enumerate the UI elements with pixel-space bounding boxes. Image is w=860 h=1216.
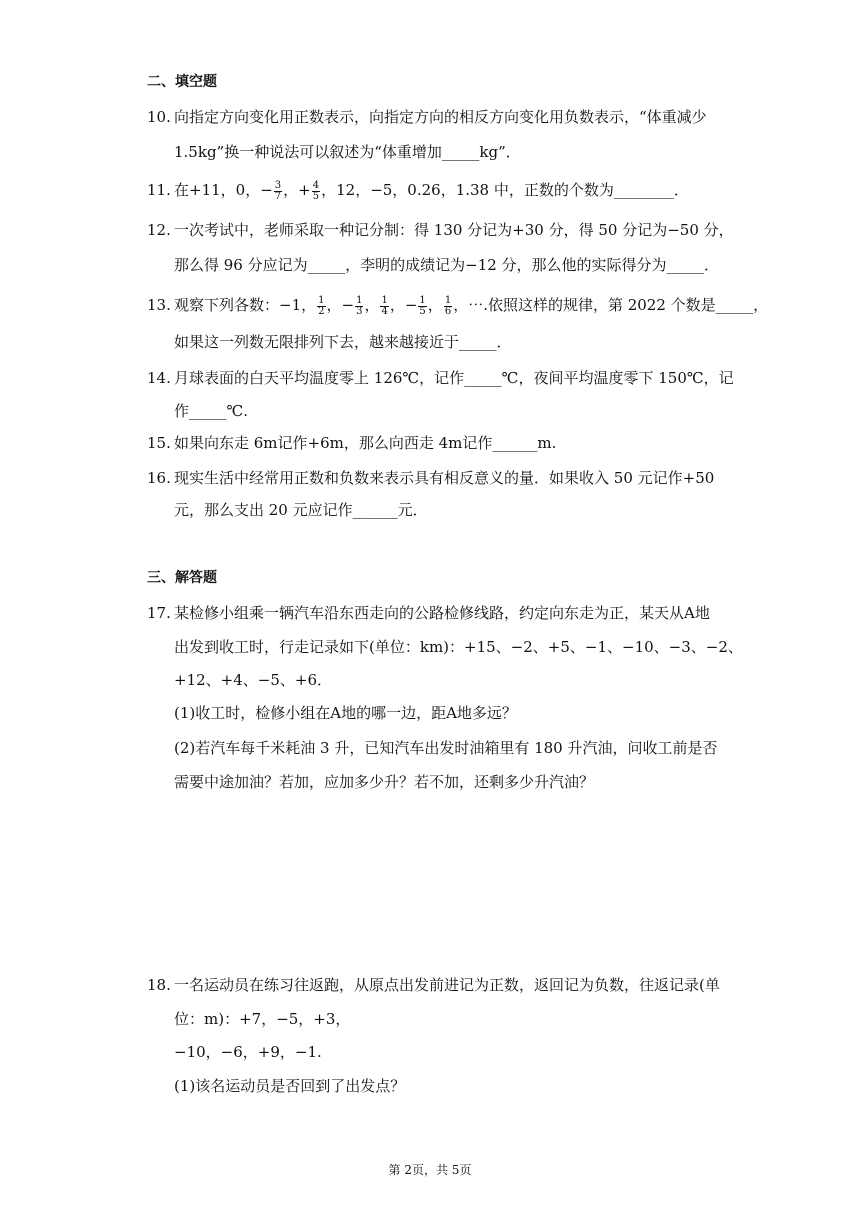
question-text: 向指定方向变化用正数表示，向指定方向的相反方向变化用负数表示，“体重减少 xyxy=(174,108,707,126)
question-text: 现实生活中经常用正数和负数来表示具有相反意义的量．如果收入 50 元记作+50 xyxy=(174,469,715,487)
fraction-denominator: 3 xyxy=(356,305,363,317)
fraction xyxy=(317,296,325,317)
question-text: 一名运动员在练习往返跑，从原点出发前进记为正数，返回记为负数，往返记录(单 xyxy=(174,976,720,994)
question-text xyxy=(174,295,768,317)
question-number: 12. xyxy=(147,221,171,239)
question-text: 如果向东走 6m记作+6m，那么向西走 4m记作______m. xyxy=(174,434,557,452)
question-text: +12、+4、−5、+6． xyxy=(174,671,332,689)
fraction xyxy=(355,296,363,317)
fraction xyxy=(444,296,452,317)
question-text: 月球表面的白天平均温度零上 126℃，记作_____℃，夜间平均温度零下 150℃，记 xyxy=(174,369,734,387)
text-run: ，− xyxy=(389,296,418,314)
question-text: 一次考试中，老师采取一种记分制：得 130 分记为+30 分，得 50 分记为−50 分， xyxy=(174,221,734,239)
text-run: ， xyxy=(427,296,443,314)
fraction-numerator: 4 xyxy=(312,179,320,191)
question-number: 11. xyxy=(147,181,171,199)
question-text: 元，那么支出 20 元应记作______元． xyxy=(174,501,428,519)
question-text: −10，−6，+9，−1. xyxy=(174,1043,322,1061)
fraction-denominator: 2 xyxy=(318,305,325,317)
sub-question: (1)该名运动员是否回到了出发点？ xyxy=(174,1077,406,1095)
sub-question: (2)若汽车每千米耗油 3 升，已知汽车出发时油箱里有 180 升汽油，问收工前是否 xyxy=(174,739,718,757)
fraction xyxy=(380,296,388,317)
fraction-denominator: 5 xyxy=(312,190,320,202)
question-text: 出发到收工时，行走记录如下(单位：km)：+15、−2、+5、−1、−10、−3、−2、 xyxy=(174,638,743,656)
text-run: ， xyxy=(364,296,380,314)
question-text xyxy=(174,180,689,202)
question-text: 某检修小组乘一辆汽车沿东西走向的公路检修线路，约定向东走为正，某天从A地 xyxy=(174,604,710,622)
question-number: 17. xyxy=(147,604,171,622)
question-text: 那么得 96 分应记为_____，李明的成绩记为−12 分，那么他的实际得分为_____． xyxy=(174,256,720,274)
section-heading-fill: 二、填空题 xyxy=(147,74,217,90)
fraction-numerator: 1 xyxy=(419,294,426,306)
text-run: ，12，−5，0.26，1.38 中，正数的个数为________． xyxy=(321,181,689,199)
fraction-denominator: 4 xyxy=(381,305,388,317)
sub-question: (1)收工时，检修小组在A地的哪一边，距A地多远？ xyxy=(174,704,517,722)
fraction-numerator: 1 xyxy=(444,294,452,306)
fraction-denominator: 7 xyxy=(274,190,282,202)
fraction-numerator: 1 xyxy=(318,294,325,306)
question-number: 13. xyxy=(147,296,171,314)
fraction xyxy=(312,181,320,202)
question-text: 位：m)：+7，−5，+3， xyxy=(174,1010,351,1028)
text-run: 观察下列各数：−1， xyxy=(174,296,317,314)
text-run: ，+ xyxy=(283,181,311,199)
text-run: ，− xyxy=(326,296,355,314)
fraction-numerator: 1 xyxy=(381,294,388,306)
fraction-numerator: 1 xyxy=(356,294,363,306)
fraction xyxy=(418,296,426,317)
fraction-numerator: 3 xyxy=(274,179,282,191)
question-text: 如果这一列数无限排列下去，越来越接近于_____． xyxy=(174,333,512,351)
question-number: 10. xyxy=(147,108,171,126)
page-footer: 第 2页，共 5页 xyxy=(388,1163,472,1177)
question-number: 15. xyxy=(147,434,171,452)
text-run: ，⋯.依照这样的规律，第 2022 个数是_____， xyxy=(453,296,769,314)
question-number: 14. xyxy=(147,369,171,387)
question-text: 1.5kg”换一种说法可以叙述为“体重增加_____kg”． xyxy=(174,143,521,161)
question-number: 16. xyxy=(147,469,171,487)
question-text: 作_____℃. xyxy=(174,402,249,420)
section-heading-answer: 三、解答题 xyxy=(147,570,217,586)
sub-question: 需要中途加油？若加，应加多少升？若不加，还剩多少升汽油？ xyxy=(174,773,595,791)
fraction-denominator: 5 xyxy=(419,305,426,317)
fraction xyxy=(274,181,282,202)
fraction-denominator: 6 xyxy=(444,305,452,317)
text-run: 在+11，0，− xyxy=(174,181,273,199)
question-number: 18. xyxy=(147,976,171,994)
